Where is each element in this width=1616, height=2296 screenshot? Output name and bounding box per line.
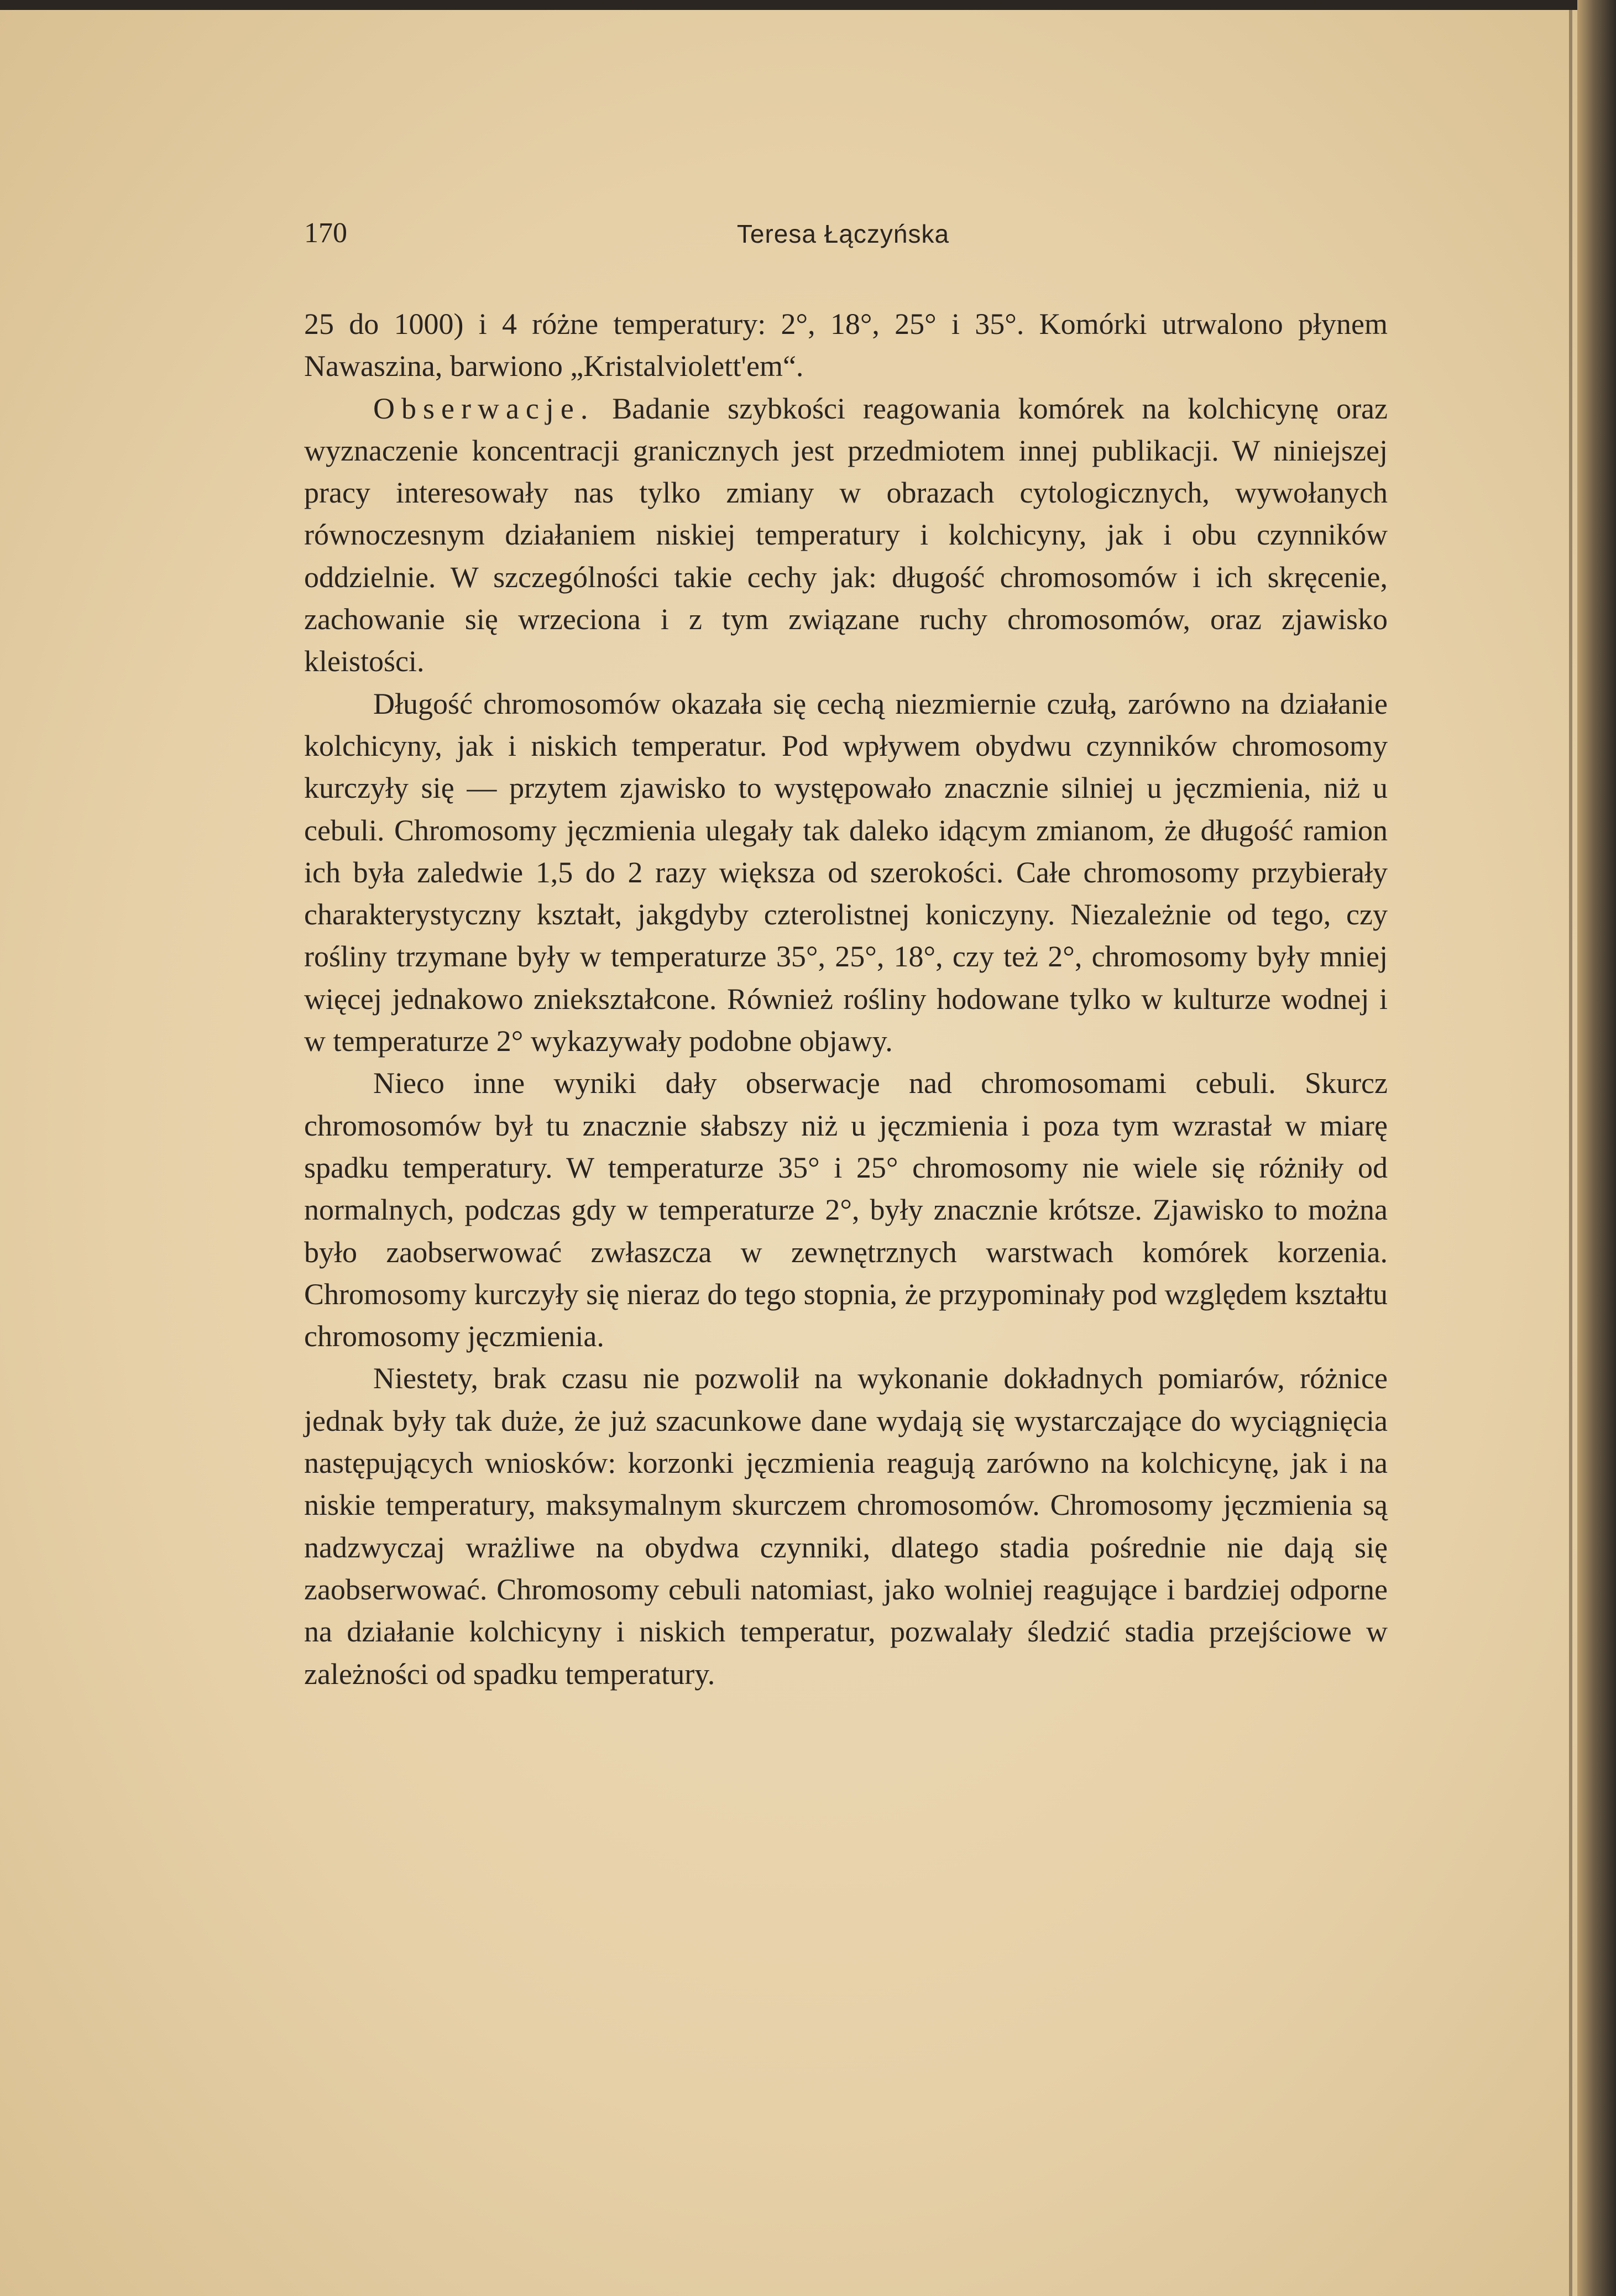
paragraph: 25 do 1000) i 4 różne temperatury: 2°, 18°, 25° i 35°. Komórki utrwalono płynem Nawaszina, barwiono „Kristalviolett'em“. bbox=[304, 307, 1388, 383]
gutter-line bbox=[1569, 10, 1572, 2296]
page-header bbox=[304, 217, 1382, 255]
paragraph bbox=[304, 388, 1388, 683]
page-top-edge bbox=[0, 0, 1616, 10]
paragraph: Nieco inne wyniki dały obserwacje nad chromosomami cebuli. Skurcz chromosomów był tu znacznie słabszy niż u jęczmienia i poza tym wzrastał w miarę spadku temperatury. W temperaturze 35° i 25° chromosomy nie wiele się różniły od normalnych, podczas gdy w temperaturze 2°, były znacznie krótsze. Zjawisko to można było zaobserwować zwłaszcza w zewnętrznych warstwach komórek korzenia. Chromosomy kurczyły się nieraz do tego stopnia, że przypominały pod względem kształtu chromosomy jęczmienia. bbox=[304, 1066, 1388, 1353]
body-text bbox=[304, 303, 1388, 1695]
running-head: Teresa Łączyńska bbox=[736, 219, 950, 248]
paragraph: Długość chromosomów okazała się cechą niezmiernie czułą, zarówno na działanie kolchicyny, jak i niskich temperatur. Pod wpływem obydwu czynników chromosomy kurczyły się — przytem zjawisko to występowało znacznie silniej u jęczmienia, niż u cebuli. Chromosomy jęczmienia ulegały tak daleko idącym zmianom, że długość ramion ich była zaledwie 1,5 do 2 razy większa od szerokości. Całe chromosomy przybierały charakterystyczny kształt, jakgdyby czterolistnej koniczyny. Niezależnie od tego, czy rośliny trzymane były w temperaturze 35°, 25°, 18°, czy też 2°, chromosomy były mniej więcej jednakowo zniekształcone. Również rośliny hodowane tylko w kulturze wodnej i w temperaturze 2° wykazywały podobne objawy. bbox=[304, 687, 1388, 1058]
paragraph-lead: Obserwacje. bbox=[373, 391, 595, 425]
paragraph: Niestety, brak czasu nie pozwolił na wykonanie dokładnych pomiarów, różnice jednak były tak duże, że już szacunkowe dane wydają się wystarczające do wyciągnięcia następujących wniosków: korzonki jęczmienia reagują zarówno na kolchicynę, jak i na niskie temperatury, maksymalnym skurczem chromosomów. Chromosomy jęczmienia są nadzwyczaj wrażliwe na obydwa czynniki, dlatego stadia pośrednie nie dają się zaobserwować. Chromosomy cebuli natomiast, jako wolniej reagujące i bardziej odporne na działanie kolchicyny i niskich temperatur, pozwalały śledzić stadia przejściowe w zależności od spadku temperatury. bbox=[304, 1362, 1388, 1691]
page-number: 170 bbox=[304, 217, 347, 249]
paragraph-body: Badanie szybkości reagowania komórek na kolchicynę oraz wyznaczenie koncentracji granicznych jest przedmiotem innej publikacji. W niniejszej pracy interesowały nas tylko zmiany w obrazach cytologicznych, wywołanych równoczesnym działaniem niskiej temperatury i kolchicyny, jak i obu czynników oddzielnie. W szczególności takie cechy jak: długość chromosomów i ich skręcenie, zachowanie się wrzeciona i z tym związane ruchy chromosomów, oraz zjawisko kleistości. bbox=[304, 391, 1388, 678]
book-spine bbox=[1577, 0, 1616, 2296]
